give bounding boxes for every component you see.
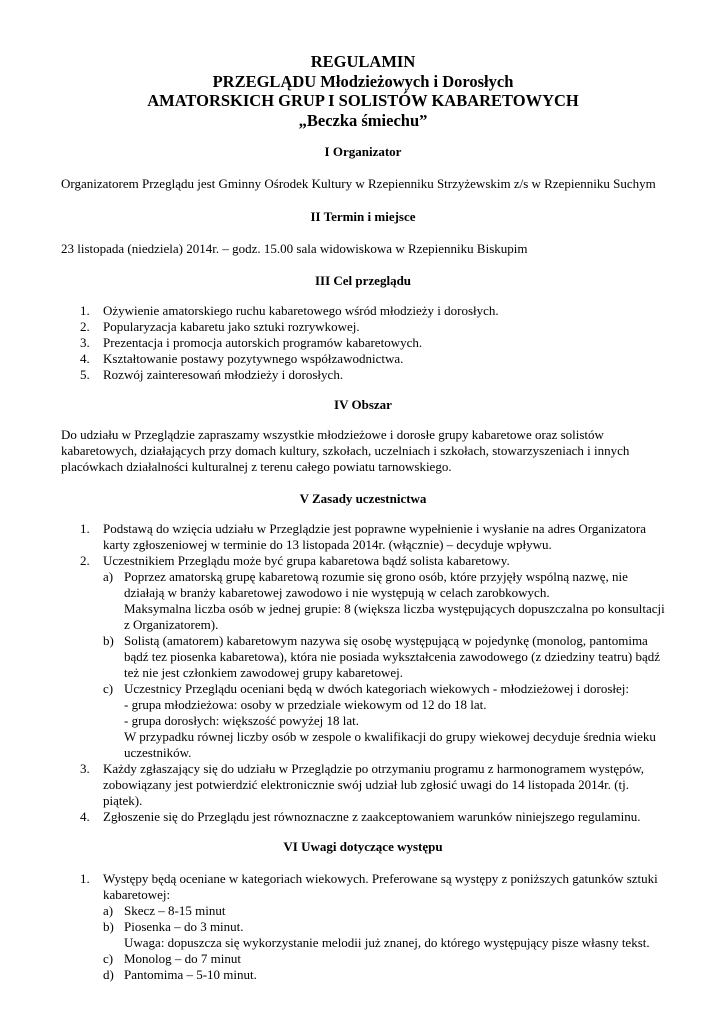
subitem-text: - grupa młodzieżowa: osoby w przedziale wiekowym od 12 do 18 lat. bbox=[124, 697, 487, 712]
termin-text: 23 listopada (niedziela) 2014r. – godz. 15.00 sala widowiskowa w Rzepienniku Biskupim bbox=[61, 241, 528, 256]
title-line-1: REGULAMIN bbox=[310, 52, 416, 71]
section-heading-termin: II Termin i miejsce bbox=[310, 209, 416, 224]
item-text: Rozwój zainteresowań młodzieży i dorosłych. bbox=[103, 367, 344, 382]
title-line-4: „Beczka śmiechu” bbox=[298, 110, 428, 130]
list-item bbox=[61, 367, 665, 383]
section-heading-zasady: V Zasady uczestnictwa bbox=[299, 491, 427, 506]
sublist-item bbox=[103, 951, 665, 967]
item-text: Ożywienie amatorskiego ruchu kabaretowego wśród młodzieży i dorosłych. bbox=[103, 303, 499, 318]
obszar-text: Do udziału w Przeglądzie zapraszamy wszystkie młodzieżowe i dorosłe grupy kabaretowe oraz solistów kabaretowych, działających przy domach kultury, szkołach, uczelniach i szkołach, stowarzyszeniach i innych placówkach działalności kulturalnej z terenu całego powiatu tarnowskiego. bbox=[61, 427, 630, 474]
item-text: Uczestnikiem Przeglądu może być grupa kabaretowa bądź solista kabaretowy. bbox=[103, 553, 510, 568]
subitem-letter: a) bbox=[103, 569, 114, 584]
subitem-letter: c) bbox=[103, 681, 114, 696]
subitem-text: Monolog – do 7 minut bbox=[124, 951, 242, 966]
subitem-letter: c) bbox=[103, 951, 114, 966]
subitem-text: Solistą (amatorem) kabaretowym nazywa się osobę występującą w pojedynkę (monolog, pantomima bądź tez piosenka kabaretowa), która nie posiada wykształcenia zawodowego (z dziedziny teatru) bądź też nie jest członkiem zawodowej grupy kabaretowej. bbox=[124, 633, 661, 680]
item-text: Zgłoszenie się do Przeglądu jest równoznaczne z zaakceptowaniem warunków niniejszego regulaminu. bbox=[103, 809, 641, 824]
item-text: Popularyzacja kabaretu jako sztuki rozrywkowej. bbox=[103, 319, 360, 334]
subitem-text: Poprzez amatorską grupę kabaretową rozumie się grono osób, które przyjęły wspólną nazwę, nie działają w branży kabaretowej zawodowo i nie występują w celach zarobkowych. bbox=[124, 569, 628, 600]
list-item bbox=[61, 761, 665, 809]
item-number: 3. bbox=[80, 335, 90, 350]
zasady-list bbox=[61, 521, 665, 825]
item-number: 1. bbox=[80, 303, 90, 318]
subitem-text: Uwaga: dopuszcza się wykorzystanie melodii już znanej, do którego występujący pisze własny tekst. bbox=[124, 935, 650, 950]
item-text: Każdy zgłaszający się do udziału w Przeglądzie po otrzymaniu programu z harmonogramem występów, zobowiązany jest potwierdzić elektronicznie swój udział lub zgłosić uwagi do 14 listopada 2014r. (tj. piątek). bbox=[103, 761, 644, 808]
document-title bbox=[61, 52, 665, 130]
sublist-item bbox=[103, 967, 665, 983]
item-number: 4. bbox=[80, 809, 90, 824]
item-text: Kształtowanie postawy pozytywnego współzawodnictwa. bbox=[103, 351, 404, 366]
item-number: 2. bbox=[80, 553, 90, 568]
subitem-letter: b) bbox=[103, 919, 114, 934]
item-text: Występy będą oceniane w kategoriach wiekowych. Preferowane są występy z poniższych gatunków sztuki kabaretowej: bbox=[103, 871, 658, 902]
item-text: Podstawą do wzięcia udziału w Przeglądzie jest poprawne wypełnienie i wysłanie na adres Organizatora karty zgłoszeniowej w terminie do 13 listopada 2014r. (włącznie) – decyduje wpływu. bbox=[103, 521, 647, 552]
subitem-letter: b) bbox=[103, 633, 114, 648]
sublist-item bbox=[103, 919, 665, 951]
regulamin-document bbox=[61, 52, 665, 983]
item-number: 1. bbox=[80, 521, 90, 536]
section-heading-obszar: IV Obszar bbox=[334, 397, 392, 412]
title-line-3: AMATORSKICH GRUP I SOLISTÓW KABARETOWYCH bbox=[147, 91, 579, 110]
sublist-item bbox=[103, 903, 665, 919]
list-item bbox=[61, 335, 665, 351]
list-item bbox=[61, 871, 665, 983]
sublist-item bbox=[103, 569, 665, 633]
subitem-text: - grupa dorosłych: większość powyżej 18 lat. bbox=[124, 713, 360, 728]
subitem-text: Maksymalna liczba osób w jednej grupie: 8 (większa liczba występujących dopuszczalna po konsultacji z Organizatorem). bbox=[124, 601, 665, 632]
organizator-text: Organizatorem Przeglądu jest Gminny Ośrodek Kultury w Rzepienniku Strzyżewskim z/s w Rzepienniku Suchym bbox=[61, 176, 656, 191]
sublist bbox=[103, 569, 665, 761]
uwagi-list bbox=[61, 871, 665, 983]
list-item bbox=[61, 303, 665, 319]
subitem-letter: d) bbox=[103, 967, 114, 982]
section-heading-uwagi: VI Uwagi dotyczące występu bbox=[283, 839, 443, 854]
list-item bbox=[61, 319, 665, 335]
item-number: 2. bbox=[80, 319, 90, 334]
item-number: 4. bbox=[80, 351, 90, 366]
section-heading-cel: III Cel przeglądu bbox=[314, 273, 412, 288]
item-number: 1. bbox=[80, 871, 90, 886]
item-text: Prezentacja i promocja autorskich programów kabaretowych. bbox=[103, 335, 423, 350]
subitem-text: Skecz – 8-15 minut bbox=[124, 903, 226, 918]
list-item bbox=[61, 809, 665, 825]
subitem-letter: a) bbox=[103, 903, 114, 918]
sublist bbox=[103, 903, 665, 983]
section-heading-organizator: I Organizator bbox=[324, 144, 402, 159]
subitem-text: Pantomima – 5-10 minut. bbox=[124, 967, 257, 982]
subitem-text: Uczestnicy Przeglądu oceniani będą w dwóch kategoriach wiekowych - młodzieżowej i dorosłej: bbox=[124, 681, 630, 696]
item-number: 5. bbox=[80, 367, 90, 382]
list-item bbox=[61, 351, 665, 367]
subitem-text: W przypadku równej liczby osób w zespole o kwalifikacji do grupy wiekowej decyduje średnia wieku uczestników. bbox=[124, 729, 656, 760]
sublist-item bbox=[103, 681, 665, 761]
cel-list bbox=[61, 303, 665, 383]
list-item bbox=[61, 521, 665, 553]
subitem-text: Piosenka – do 3 minut. bbox=[124, 919, 244, 934]
sublist-item bbox=[103, 633, 665, 681]
title-line-2: PRZEGLĄDU Młodzieżowych i Dorosłych bbox=[212, 71, 514, 91]
item-number: 3. bbox=[80, 761, 90, 776]
list-item bbox=[61, 553, 665, 761]
